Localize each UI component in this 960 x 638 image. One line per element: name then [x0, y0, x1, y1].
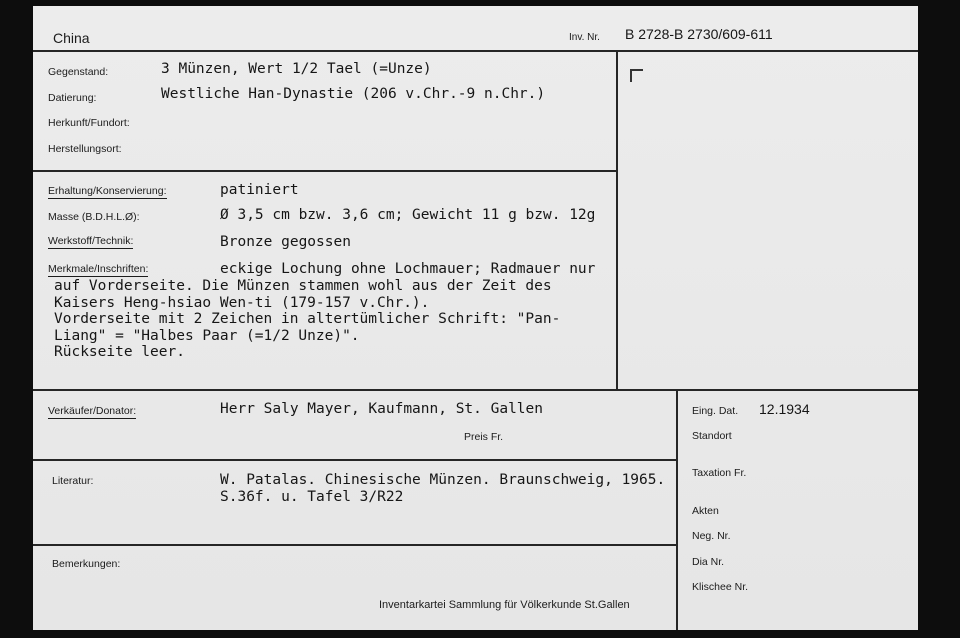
merkmale-label: Merkmale/Inschriften:	[48, 263, 149, 275]
divider-photo-area	[616, 50, 618, 390]
photo-corner-mark	[630, 69, 643, 82]
gegenstand-value: 3 Münzen, Wert 1/2 Tael (=Unze)	[161, 61, 432, 77]
literatur-label: Literatur:	[52, 475, 94, 487]
klischee-nr-label: Klischee Nr.	[692, 581, 749, 593]
divider-header	[33, 50, 918, 52]
erhaltung-value: patiniert	[220, 182, 299, 198]
literatur-value: W. Patalas. Chinesische Münzen. Braunschweig, 1965. S.36f. u. Tafel 3/R22	[220, 472, 666, 505]
masse-value: Ø 3,5 cm bzw. 3,6 cm; Gewicht 11 g bzw. 12g	[220, 207, 596, 223]
erhaltung-label: Erhaltung/Konservierung:	[48, 185, 167, 197]
merkmale-text: auf Vorderseite. Die Münzen stammen wohl aus der Zeit des Kaisers Heng-hsiao Wen-ti (179-157 v.Chr.). Vorderseite mit 2 Zeichen in altertümlicher Schrift: "Pan- Liang" = "Halbes Paar (=1/2 Unze)". Rückseite leer.	[54, 278, 561, 360]
divider-details	[33, 389, 918, 391]
taxation-label: Taxation Fr.	[692, 467, 747, 479]
herkunft-label: Herkunft/Fundort:	[48, 117, 130, 129]
werkstoff-label: Werkstoff/Technik:	[48, 235, 134, 247]
werkstoff-value: Bronze gegossen	[220, 234, 351, 250]
verkaeufer-value: Herr Saly Mayer, Kaufmann, St. Gallen	[220, 401, 544, 417]
inventory-card	[33, 6, 918, 630]
bemerkungen-label: Bemerkungen:	[52, 558, 121, 570]
inv-nr-label: Inv. Nr.	[569, 32, 600, 43]
akten-label: Akten	[692, 505, 719, 517]
dia-nr-label: Dia Nr.	[692, 556, 725, 568]
standort-label: Standort	[692, 430, 732, 442]
masse-label: Masse (B.D.H.L.Ø):	[48, 211, 140, 223]
inv-nr-value: B 2728-B 2730/609-611	[625, 26, 773, 42]
verkaeufer-label: Verkäufer/Donator:	[48, 405, 137, 417]
preis-label: Preis Fr.	[464, 431, 504, 443]
eing-dat-value: 12.1934	[759, 401, 810, 417]
divider-literature	[33, 544, 678, 546]
eing-dat-label: Eing. Dat.	[692, 405, 739, 417]
neg-nr-label: Neg. Nr.	[692, 530, 731, 542]
divider-seller	[33, 459, 678, 461]
herstellungsort-label: Herstellungsort:	[48, 143, 122, 155]
gegenstand-label: Gegenstand:	[48, 66, 109, 78]
region-title: China	[53, 30, 90, 46]
divider-sidebar	[676, 389, 678, 630]
card-footer: Inventarkartei Sammlung für Völkerkunde St.Gallen	[379, 599, 630, 611]
merkmale-first-line: eckige Lochung ohne Lochmauer; Radmauer nur	[220, 261, 596, 277]
divider-object	[33, 170, 618, 172]
datierung-label: Datierung:	[48, 92, 97, 104]
datierung-value: Westliche Han-Dynastie (206 v.Chr.-9 n.Chr.)	[161, 86, 546, 102]
